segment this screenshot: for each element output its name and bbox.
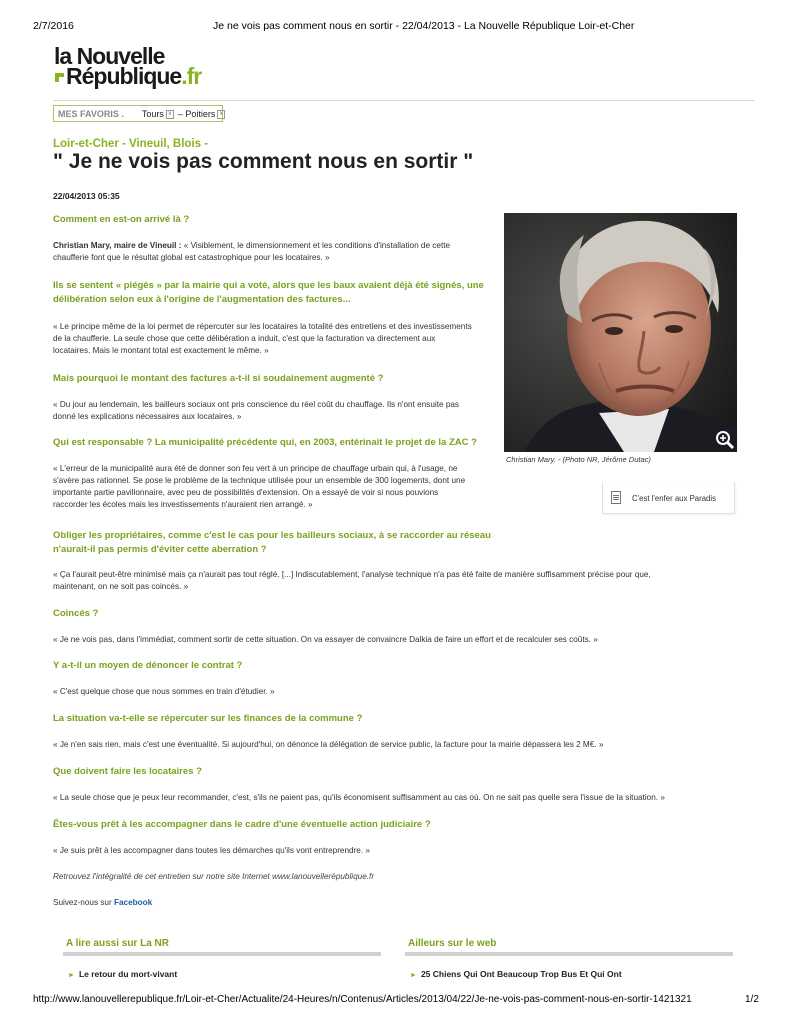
question-8: La situation va-t-elle se répercuter sur les finances de la commune ? (53, 713, 363, 724)
print-title: Je ne vois pas comment nous en sortir - 22/04/2013 - La Nouvelle République Loir-et-Cher (213, 20, 635, 32)
print-date: 2/7/2016 (33, 20, 74, 32)
logo-tld: .fr (181, 62, 202, 89)
zoom-icon[interactable] (715, 430, 735, 450)
photo-caption: Christian Mary. - (Photo NR, Jérôme Dutac) (506, 455, 651, 464)
print-page-number: 1/2 (745, 994, 759, 1005)
favorite-poitiers[interactable]: – Poitiers (177, 109, 216, 119)
question-2: Ils se sentent « piégés » par la mairie qui a voté, alors que les baux avaient déjà été signés, une délibération selon eux à l'origine de l'augmentation des factures... (53, 280, 484, 305)
answer-1-speaker: Christian Mary, maire de Vineuil : (53, 241, 184, 250)
answer-10: « Je suis prêt à les accompagner dans toutes les démarches qu'ils vont entreprendre. » (53, 846, 370, 855)
question-10: Êtes-vous prêt à les accompagner dans le cadre d'une éventuelle action judiciaire ? (53, 819, 431, 830)
question-4: Qui est responsable ? La municipalité précédente qui, en 2003, entérinait le projet de la ZAC ? (53, 437, 477, 448)
article-date: 22/04/2013 05:35 (53, 191, 120, 201)
facebook-link[interactable]: Facebook (113, 898, 153, 907)
logo-line-1: la Nouvelle (54, 43, 165, 69)
favorite-tours[interactable]: Tours (141, 109, 164, 119)
answer-6: « Je ne vois pas, dans l'immédiat, comment sortir de cette situation. On va essayer de convaincre Dalkia de faire un effort et de recalculer ses coûts. » (53, 635, 598, 644)
answer-3: « Du jour au lendemain, les bailleurs sociaux ont pris conscience du réel coût du chauffage. Ils n'ont ensuite pas donné les explications nécessaires aux locataires. » (53, 400, 460, 421)
logo-line-2: République (66, 62, 182, 89)
answer-7: « C'est quelque chose que nous sommes en train d'étudier. » (53, 687, 275, 696)
article-photo[interactable] (504, 213, 737, 452)
header-divider (53, 100, 755, 101)
favorites-label: MES FAVORIS . (58, 109, 124, 119)
answer-8: « Je n'en sais rien, mais c'est une éventualité. Si aujourd'hui, on dénonce la délégation de service public, la facture pour la mairie dépassera les 2 M€. » (53, 740, 604, 749)
close-icon[interactable]: x (166, 110, 174, 119)
related-article-label[interactable]: C'est l'enfer aux Paradis (632, 494, 717, 503)
related-article-link[interactable] (602, 482, 735, 514)
answer-9: « La seule chose que je peux leur recommander, c'est, s'ils ne paient pas, qu'ils économisent suffisamment au cas où. On ne sait pas quelle sera l'issue de la situation. » (53, 793, 665, 802)
section-divider (405, 952, 733, 956)
question-5: Obliger les propriétaires, comme c'est le cas pour les bailleurs sociaux, à se raccorder au réseau n'aurait-il pas permis d'éviter cette aberration ? (53, 530, 491, 555)
answer-4: « L'erreur de la municipalité aura été de donner son feu vert à un principe de chauffage urbain qui, à l'usage, ne s'avère pas rationnel. Se pose le problème de la technique utilisée pour un ensemble de 300 logements, dont une importante partie pavillonnaire, avec peu de possibilités d'extension. On a essayé de voir si nous pouvions raccorder les écoles mais les investissements n'auraient rien arrangé. » (53, 464, 466, 509)
follow-us: Suivez-nous sur Facebook (53, 898, 153, 907)
document-icon (611, 491, 621, 504)
question-7: Y a-t-il un moyen de dénoncer le contrat ? (53, 660, 243, 671)
answer-1: Christian Mary, maire de Vineuil : « Visiblement, le dimensionnement et les conditions d'installation de cette chaufferie font que le résultat global est catastrophique pour les locataires. » (53, 241, 451, 262)
site-logo[interactable] (54, 43, 202, 89)
favorites-bar (53, 105, 223, 122)
web-article-link[interactable]: ► 25 Chiens Qui Ont Beaucoup Trop Bus Et Qui Ont (410, 969, 622, 979)
question-1: Comment en est-on arrivé là ? (53, 214, 190, 225)
article-credit: Retrouvez l'intégralité de cet entretien sur notre site Internet www.lanouvellerépublique.fr (53, 872, 375, 881)
answer-2: « Le principe même de la loi permet de répercuter sur les locataires la totalité des entretiens et des investissements de la chaufferie. La seule chose que cette délibération a induit, c'est que la facturation va directement aux locataires. Mais le montant total est exactement le même. » (53, 322, 472, 355)
close-icon[interactable]: x (217, 110, 225, 119)
question-6: Coincés ? (53, 608, 99, 619)
portrait-image (504, 213, 737, 452)
nr-article-link[interactable]: ► Le retour du mort-vivant (68, 969, 178, 979)
triangle-right-icon: ► (68, 972, 75, 979)
question-3: Mais pourquoi le montant des factures a-t-il si soudainement augmenté ? (53, 373, 384, 384)
question-9: Que doivent faire les locataires ? (53, 766, 202, 777)
triangle-right-icon: ► (410, 972, 417, 979)
answer-5: « Ça l'aurait peut-être minimisé mais ça n'aurait pas tout réglé. [...] Indiscutablement, l'analyse technique n'a pas été faite de manière suffisamment précise pour que, maintenant, on ne soit pas coincés. » (53, 570, 651, 591)
print-url: http://www.lanouvellerepublique.fr/Loir-et-Cher/Actualite/24-Heures/n/Contenus/Articles/2013/04/22/Je-ne-vois-pas-comment-nous-en-sortir-1421321 (33, 994, 692, 1005)
logo-square-icon (55, 73, 64, 82)
article-kicker[interactable]: Loir-et-Cher - Vineuil, Blois - (53, 138, 209, 150)
article-title: " Je ne vois pas comment nous en sortir " (53, 150, 474, 173)
section-heading-nr: A lire aussi sur La NR (66, 938, 169, 949)
section-divider (63, 952, 381, 956)
section-heading-web: Ailleurs sur le web (408, 938, 497, 949)
